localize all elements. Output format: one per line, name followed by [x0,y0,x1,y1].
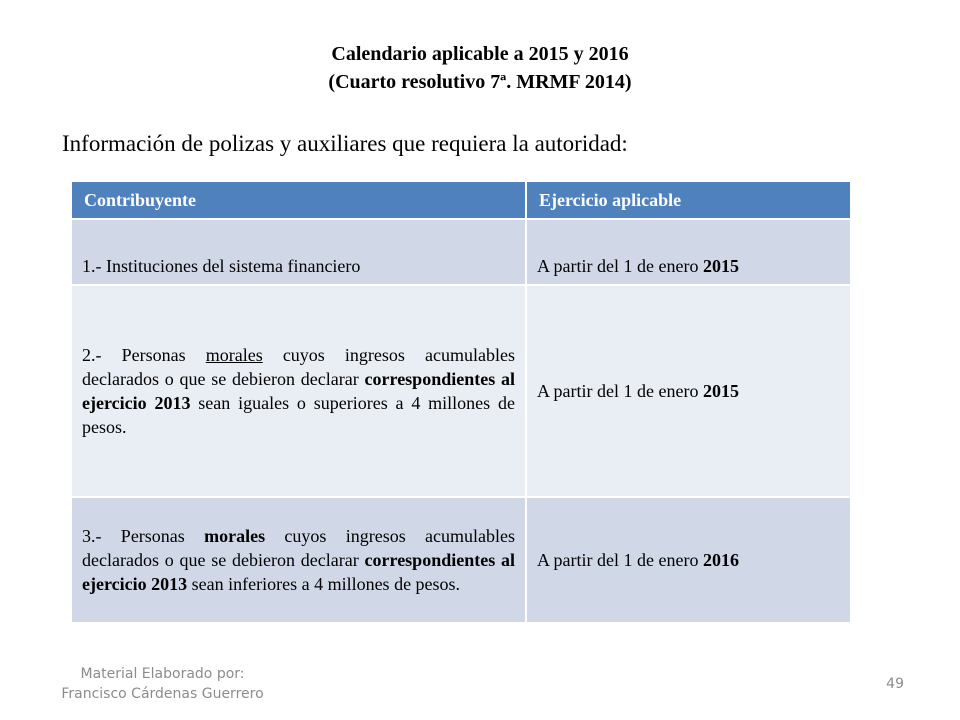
table-row [71,497,851,623]
ejercicio-prefix: A partir del 1 de enero [537,550,703,570]
contribuyente-text: 1.- Instituciones del sistema financiero [82,256,361,276]
cell-ejercicio [526,285,851,497]
cell-ejercicio [526,219,851,285]
cell-contribuyente [71,497,526,623]
page-number: 49 [886,676,904,692]
contribuyente-text-bold-morales: morales [204,526,266,546]
contribuyente-text-underlined: morales [205,345,263,365]
contribuyente-text-5: sean iguales o superiores a 4 millones de pesos. [82,393,515,437]
contribuyente-text-5: sean inferiores a 4 millones de pesos. [187,574,461,594]
header-ejercicio: Ejercicio aplicable [526,181,851,219]
contribuyente-text-bold: correspondientes al ejercicio 2013 [82,550,515,594]
header-contribuyente: Contribuyente [71,181,526,219]
calendar-table [70,180,852,624]
ejercicio-prefix: A partir del 1 de enero [537,381,703,401]
ejercicio-year: 2016 [702,550,739,570]
calendar-table-container [70,180,850,624]
footer-author [30,664,295,704]
contribuyente-text-1: 2.- Personas [82,345,206,365]
table-header-row [71,181,851,219]
slide-title [0,40,960,96]
ejercicio-year: 2015 [702,381,739,401]
footer-line-1: Material Elaborado por: [80,666,245,682]
contribuyente-text-3: cuyos ingresos acumulables declarados o que se debieron declarar [82,345,515,389]
contribuyente-text-1: 3.- Personas [82,526,205,546]
ejercicio-prefix: A partir del 1 de enero [537,256,703,276]
cell-contribuyente [71,219,526,285]
footer-line-2: Francisco Cárdenas Guerrero [61,686,264,702]
title-line-2: (Cuarto resolutivo 7ª. MRMF 2014) [328,71,632,93]
table-row [71,219,851,285]
title-line-1: Calendario aplicable a 2015 y 2016 [331,43,629,65]
contribuyente-text-3: cuyos ingresos acumulables declarados o que se debieron declarar [82,526,515,570]
cell-contribuyente [71,285,526,497]
subheading: Información de polizas y auxiliares que requiera la autoridad: [62,131,628,156]
cell-ejercicio [526,497,851,623]
table-row [71,285,851,497]
contribuyente-text-bold: correspondientes al ejercicio 2013 [82,369,515,413]
ejercicio-year: 2015 [702,256,739,276]
